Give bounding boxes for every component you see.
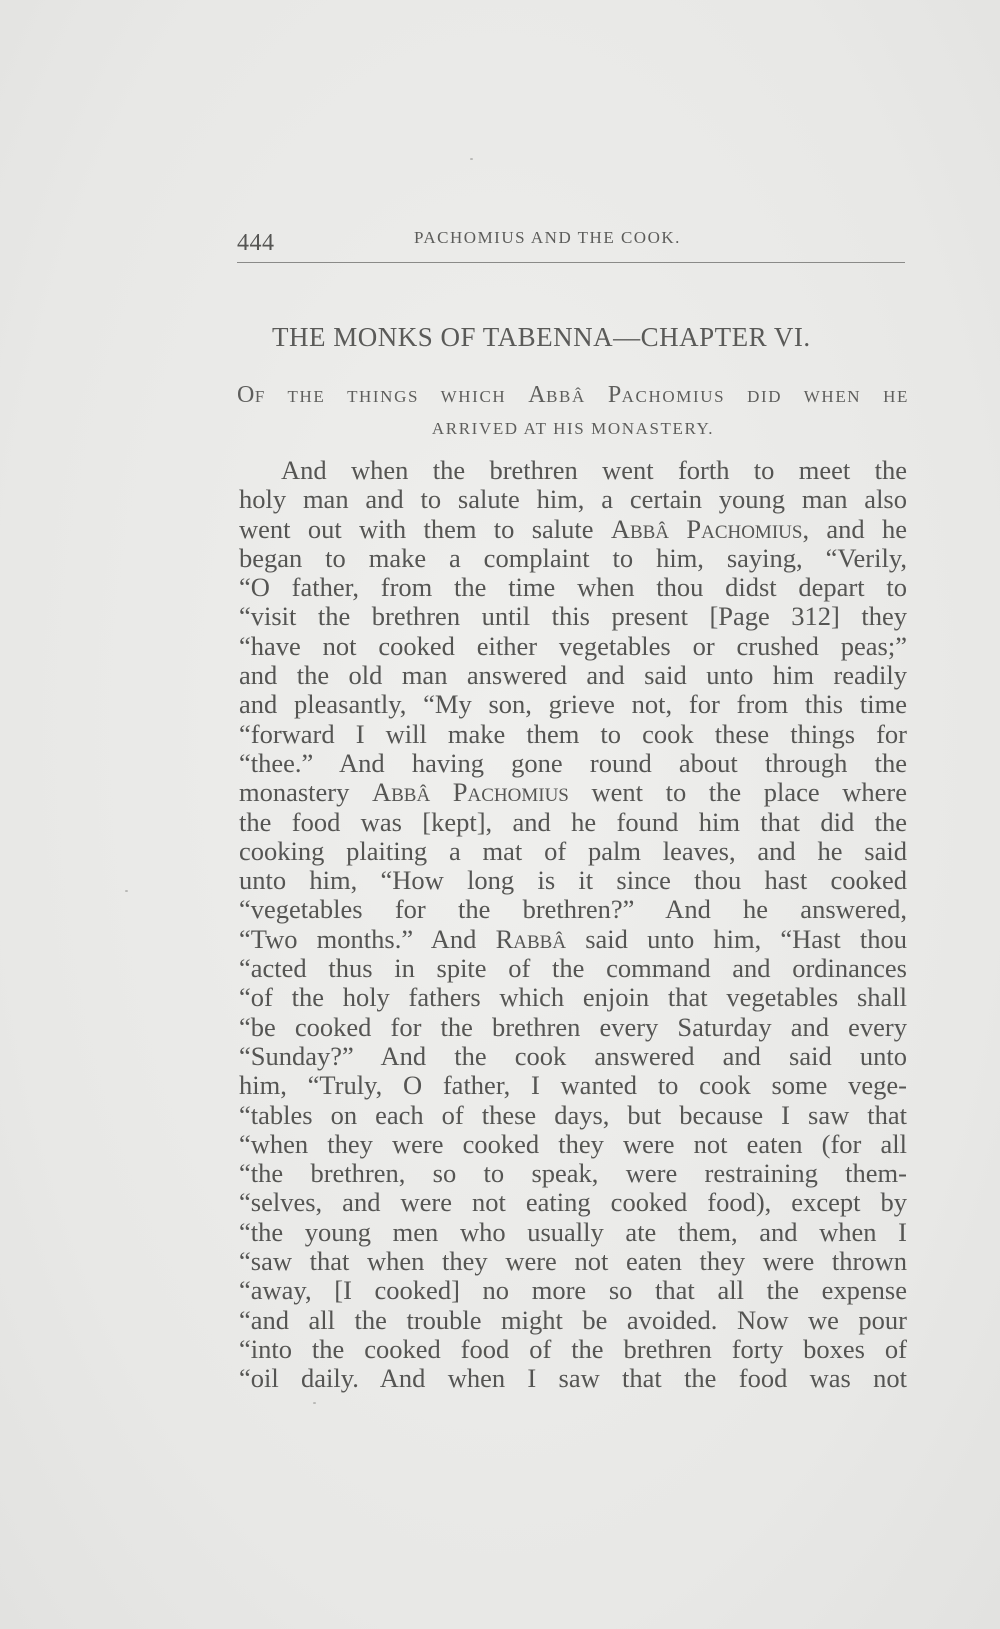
- body-line: cooking plaiting a mat of palm leaves, and he said: [239, 835, 907, 866]
- body-line: “thee.” And having gone round about through the: [239, 747, 907, 778]
- body-line: and pleasantly, “My son, grieve not, for from this time: [239, 689, 907, 720]
- body-line: “acted thus in spite of the command and ordinances: [239, 953, 907, 984]
- body-line: and the old man answered and said unto him readily: [239, 660, 907, 691]
- body-line: “O father, from the time when thou didst depart to: [239, 572, 907, 603]
- paper-speck: [313, 1402, 316, 1404]
- body-line: “selves, and were not eating cooked food), except by: [239, 1187, 907, 1218]
- body-line: “saw that when they were not eaten they were thrown: [239, 1246, 907, 1277]
- body-line: unto him, “How long is it since thou hast cooked: [239, 865, 907, 896]
- body-line: “away, [I cooked] no more so that all the expense: [239, 1275, 907, 1306]
- body-line: “and all the trouble might be avoided. Now we pour: [239, 1304, 907, 1335]
- body-line: “be cooked for the brethren every Saturday and every: [239, 1011, 907, 1042]
- body-line: “the young men who usually ate them, and when I: [239, 1216, 907, 1247]
- body-line: “visit the brethren until this present [Page 312] they: [239, 601, 907, 632]
- body-line: “have not cooked either vegetables or crushed peas;”: [239, 630, 907, 661]
- page-header: [237, 222, 905, 263]
- body-line: “tables on each of these days, but because I saw that: [239, 1099, 907, 1130]
- body-line: “oil daily. And when I saw that the food was not: [239, 1363, 907, 1394]
- subtitle-line-2: ARRIVED AT HIS MONASTERY.: [431, 419, 715, 438]
- running-head: PACHOMIUS AND THE COOK.: [414, 228, 681, 247]
- chapter-subtitle: [237, 382, 909, 439]
- body-line: monastery Abbâ Pachomius went to the place where: [239, 777, 907, 808]
- body-line: the food was [kept], and he found him that did the: [239, 806, 907, 837]
- body-line: And when the brethren went forth to meet the: [281, 455, 907, 485]
- body-line: holy man and to salute him, a certain young man also: [239, 484, 907, 515]
- body-line: “of the holy fathers which enjoin that vegetables shall: [239, 982, 907, 1013]
- chapter-title: THE MONKS OF TABENNA—CHAPTER VI.: [272, 322, 811, 352]
- body-line: “forward I will make them to cook these things for: [239, 718, 907, 749]
- subtitle-line-1: OF THE THINGS WHICH ABBÂ PACHOMIUS DID WHEN HE: [237, 382, 910, 408]
- paper-speck: [125, 890, 128, 892]
- page-number: 444: [237, 230, 275, 256]
- paper-speck: [470, 158, 473, 160]
- body-line: went out with them to salute Abbâ Pachomius, and he: [239, 513, 907, 544]
- body-line: “vegetables for the brethren?” And he answered,: [239, 894, 907, 925]
- body-line: “the brethren, so to speak, were restraining them-: [239, 1158, 907, 1189]
- body-line: began to make a complaint to him, saying, “Verily,: [239, 542, 907, 573]
- body-line: “into the cooked food of the brethren forty boxes of: [239, 1333, 907, 1364]
- body-line: him, “Truly, O father, I wanted to cook some vege-: [239, 1070, 907, 1101]
- body-line: “Two months.” And Rabbâ said unto him, “Hast thou: [239, 923, 907, 954]
- body-line: “when they were cooked they were not eaten (for all: [239, 1128, 907, 1159]
- body-paragraph: [239, 456, 907, 1394]
- body-line: “Sunday?” And the cook answered and said unto: [239, 1040, 907, 1071]
